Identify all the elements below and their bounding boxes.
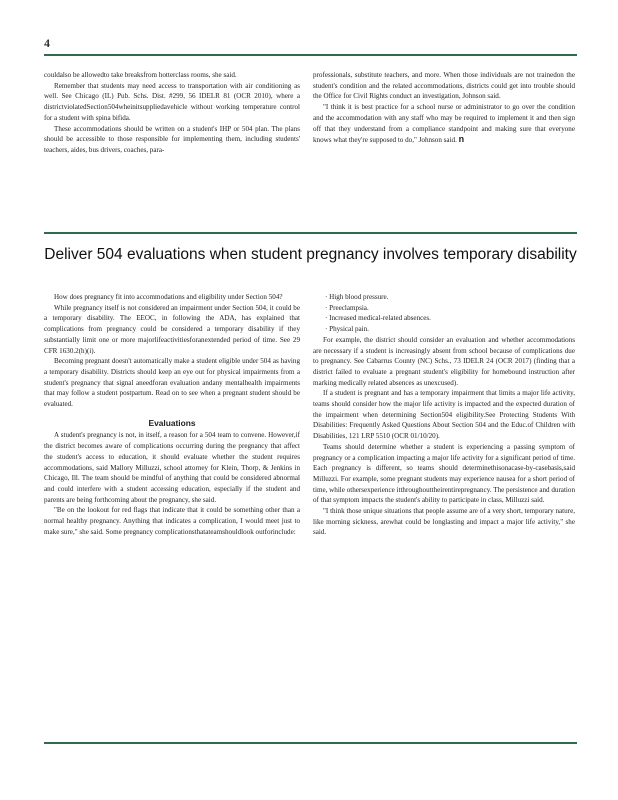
subheading: Evaluations (148, 417, 196, 428)
right-column (313, 292, 575, 538)
paragraph: "I think those unique situations that people assume are of a very short, temporary nature, like morning sickness, arewhat could be longlasting and impact a major life activity," she said. (313, 507, 575, 537)
left-column (44, 292, 300, 537)
paragraph: couldalso be allowedto take breaksfrom hotterclass rooms, she said. (44, 71, 237, 79)
paragraph: These accommodations should be written on a student's IHP or 504 plan. The plans should be accessible to those responsible for implementing them, including students' teachers, aides, bus drivers, coaches, para- (44, 124, 300, 154)
end-mark: n (458, 134, 465, 145)
section-rule (44, 232, 577, 234)
paragraph: While pregnancy itself is not considered an impairment under Section 504, it could be a temporary disability. The EEOC, in following the ADA, has explained that complications from pregnancy could be considered a temporary disability if they substantially limit one or more majorlifeactivitiesforanextended period of time. See 29 CFR 1630.2(h)(i). (44, 303, 300, 355)
paragraph: If a student is pregnant and has a temporary impairment that limits a major life activity, teams should consider how the major life activity is impacted and the expected duration of the impairment when determining Section504 eligibility.See Protecting Students With Disabilities: Frequently Asked Questions About Section 504 and the Educ.of Children with Disabilities, 121 LRP 5510 (OCR 01/10/20). (313, 389, 575, 441)
paragraph: "I think it is best practice for a school nurse or administrator to go over the condition and the accommodation with any staff who may be required to implement it and then sign off that they understand from a compliance standpoint and making sure that everyone knows what they're supposed to do," Johnson said. n (313, 103, 575, 145)
bullet-list (313, 292, 575, 335)
article-heading: Deliver 504 evaluations when student pregnancy involves temporary disability (44, 246, 577, 263)
top-right-column (313, 70, 575, 146)
paragraph: Becoming pregnant doesn't automatically make a student eligible under 504 as having a temporary disability. Districts should keep an eye out for physical impairments from a student's pregnancy that signal aneedforan evaluation andany mentalhealth impairments that may follow a student postpartum. Read on to see when a pregnant student should be evaluated. (44, 357, 300, 409)
paragraph: professionals, substitute teachers, and more. When those individuals are not trainedon the student's condition and the related accommodations, districts could get into trouble should the Office for Civil Rights conduct an investigation, Johnson said. (313, 71, 575, 101)
page-number: 4 (44, 36, 50, 50)
paragraph: For example, the district should consider an evaluation and whether accommodations are necessary if a student is increasingly absent from school because of complications due to pregnancy. See Cabarrus County (NC) Schs., 73 IDELR 24 (OCR 2017) (finding that a district failed to evaluate a pregnant student's eligibility for homebound instruction after marking medically related absences as unexcused). (313, 335, 575, 387)
paragraph: Teams should determine whether a student is experiencing a passing symptom of pregnancy or a complication impacting a major life activity for a significant period of time. Each pregnancy is different, so teams should determinethisonacase-by-casebasis,said Milluzzi. For example, some pregnant students may experience nausea for a short period of time, while othersexperience itthroughouttheirentirepregnancy. The persistence and duration of that symptom impacts the student's ability to participate in class, Milluzzi said. (313, 442, 575, 505)
list-item: · Preeclampsia. (325, 303, 575, 314)
top-left-column (44, 70, 300, 156)
paragraph: Remember that students may need access to transportation with air conditioning as well. See Chicago (IL) Pub. Schs. Dist. #299, 56 IDELR 81 (OCR 2010), where a districtviolatedSection504wheinitsuppliedavehicle without working temperature control for a student with spina bifida. (44, 81, 300, 122)
list-item: · Physical pain. (325, 324, 575, 335)
bottom-rule (44, 742, 577, 744)
paragraph: How does pregnancy fit into accommodations and eligibility under Section 504? (54, 293, 283, 301)
top-rule (44, 54, 577, 56)
list-item: · High blood pressure. (325, 292, 575, 303)
paragraph: "Be on the lookout for red flags that indicate that it could be something other than a normal healthy pregnancy. Anything that indicates a complication, I would meet just to make sure," she said. Some pregnancy complicationsthatateamshouldlook outforinclude: (44, 506, 300, 536)
list-item: · Increased medical-related absences. (325, 313, 575, 324)
paragraph: A student's pregnancy is not, in itself, a reason for a 504 team to convene. However,if the district becomes aware of complications occurring during the pregnancy that affect the student's access to education, it should evaluate whether the student requires accommodations, said Mallory Milluzzi, school attorney for Klein, Thorp, & Jenkins in Chicago, Ill. The team should be mindful of anything that could be considered abnormal and could interfere with a student accessing education, especially if the student and parents are being forthcoming about the pregnancy, she said. (44, 431, 300, 504)
